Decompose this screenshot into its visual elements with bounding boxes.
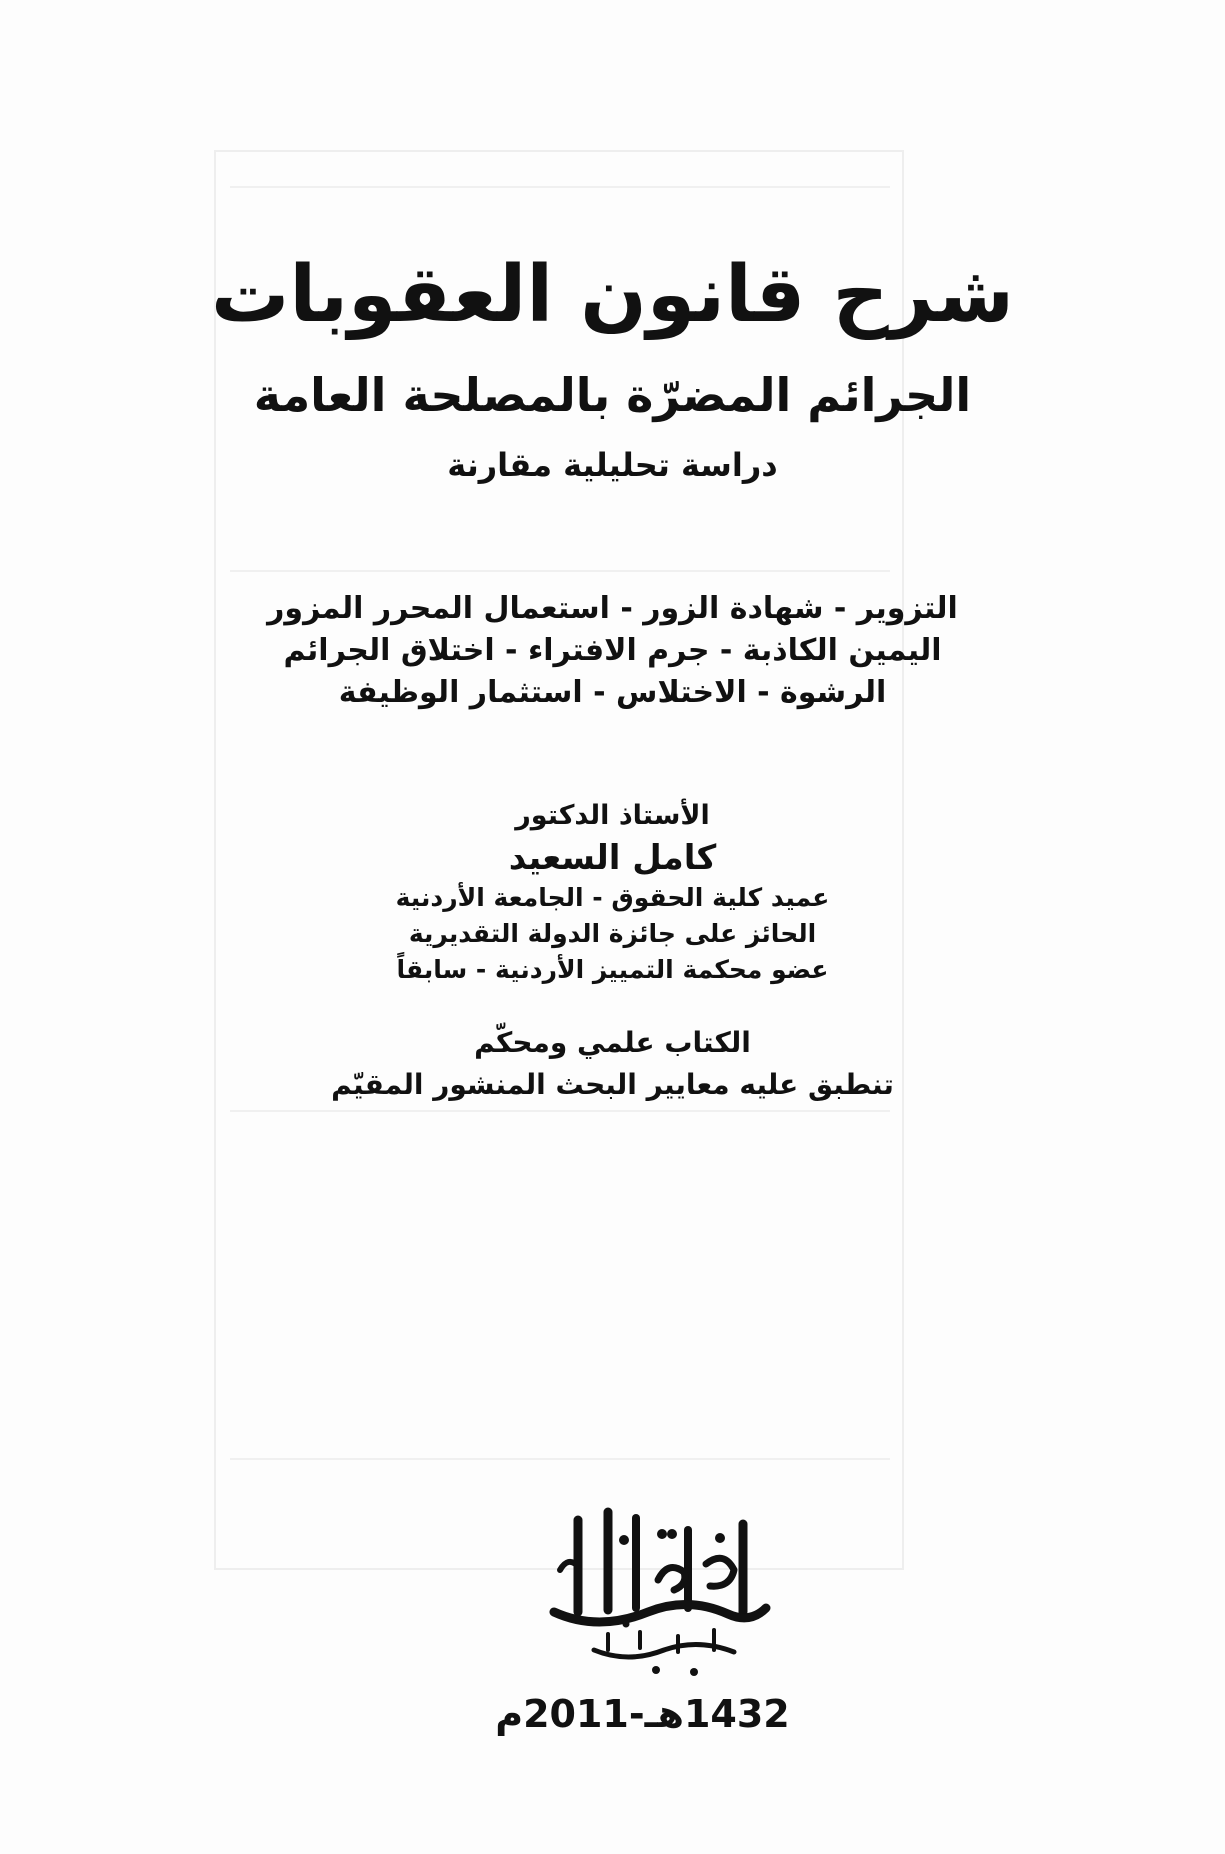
peer-review-note bbox=[0, 1022, 1225, 1106]
topic-line: التزوير - شهادة الزور - استعمال المحرر المزور bbox=[267, 591, 958, 626]
peer-review-line: تنطبق عليه معايير البحث المنشور المقيّم bbox=[331, 1068, 894, 1101]
publication-date: 1432هـ-2011م bbox=[495, 1692, 790, 1736]
book-title: شرح قانون العقوبات bbox=[211, 250, 1014, 340]
credential-line: الحائز على جائزة الدولة التقديرية bbox=[408, 919, 817, 948]
show-through-rule bbox=[230, 186, 890, 188]
study-type: دراسة تحليلية مقارنة bbox=[447, 446, 778, 484]
topic-line: اليمين الكاذبة - جرم الافتراء - اختلاق الجرائم bbox=[283, 633, 942, 668]
show-through-rule bbox=[230, 570, 890, 572]
show-through-rule bbox=[230, 1110, 890, 1112]
topics-list bbox=[0, 588, 1225, 714]
show-through-rule bbox=[230, 1458, 890, 1460]
credential-line: عميد كلية الحقوق - الجامعة الأردنية bbox=[395, 883, 830, 912]
publisher-calligraphy-logo-icon bbox=[538, 1500, 778, 1688]
publisher-logo-graphic bbox=[538, 1500, 778, 1688]
author-credentials bbox=[0, 880, 1225, 988]
topic-line: الرشوة - الاختلاس - استثمار الوظيفة bbox=[338, 675, 887, 710]
book-subtitle: الجرائم المضرّة بالمصلحة العامة bbox=[253, 368, 972, 422]
author-name: كامل السعيد bbox=[508, 838, 717, 878]
peer-review-line: الكتاب علمي ومحكّم bbox=[474, 1026, 751, 1059]
author-title: الأستاذ الدكتور bbox=[515, 800, 710, 831]
credential-line: عضو محكمة التمييز الأردنية - سابقاً bbox=[396, 955, 829, 984]
